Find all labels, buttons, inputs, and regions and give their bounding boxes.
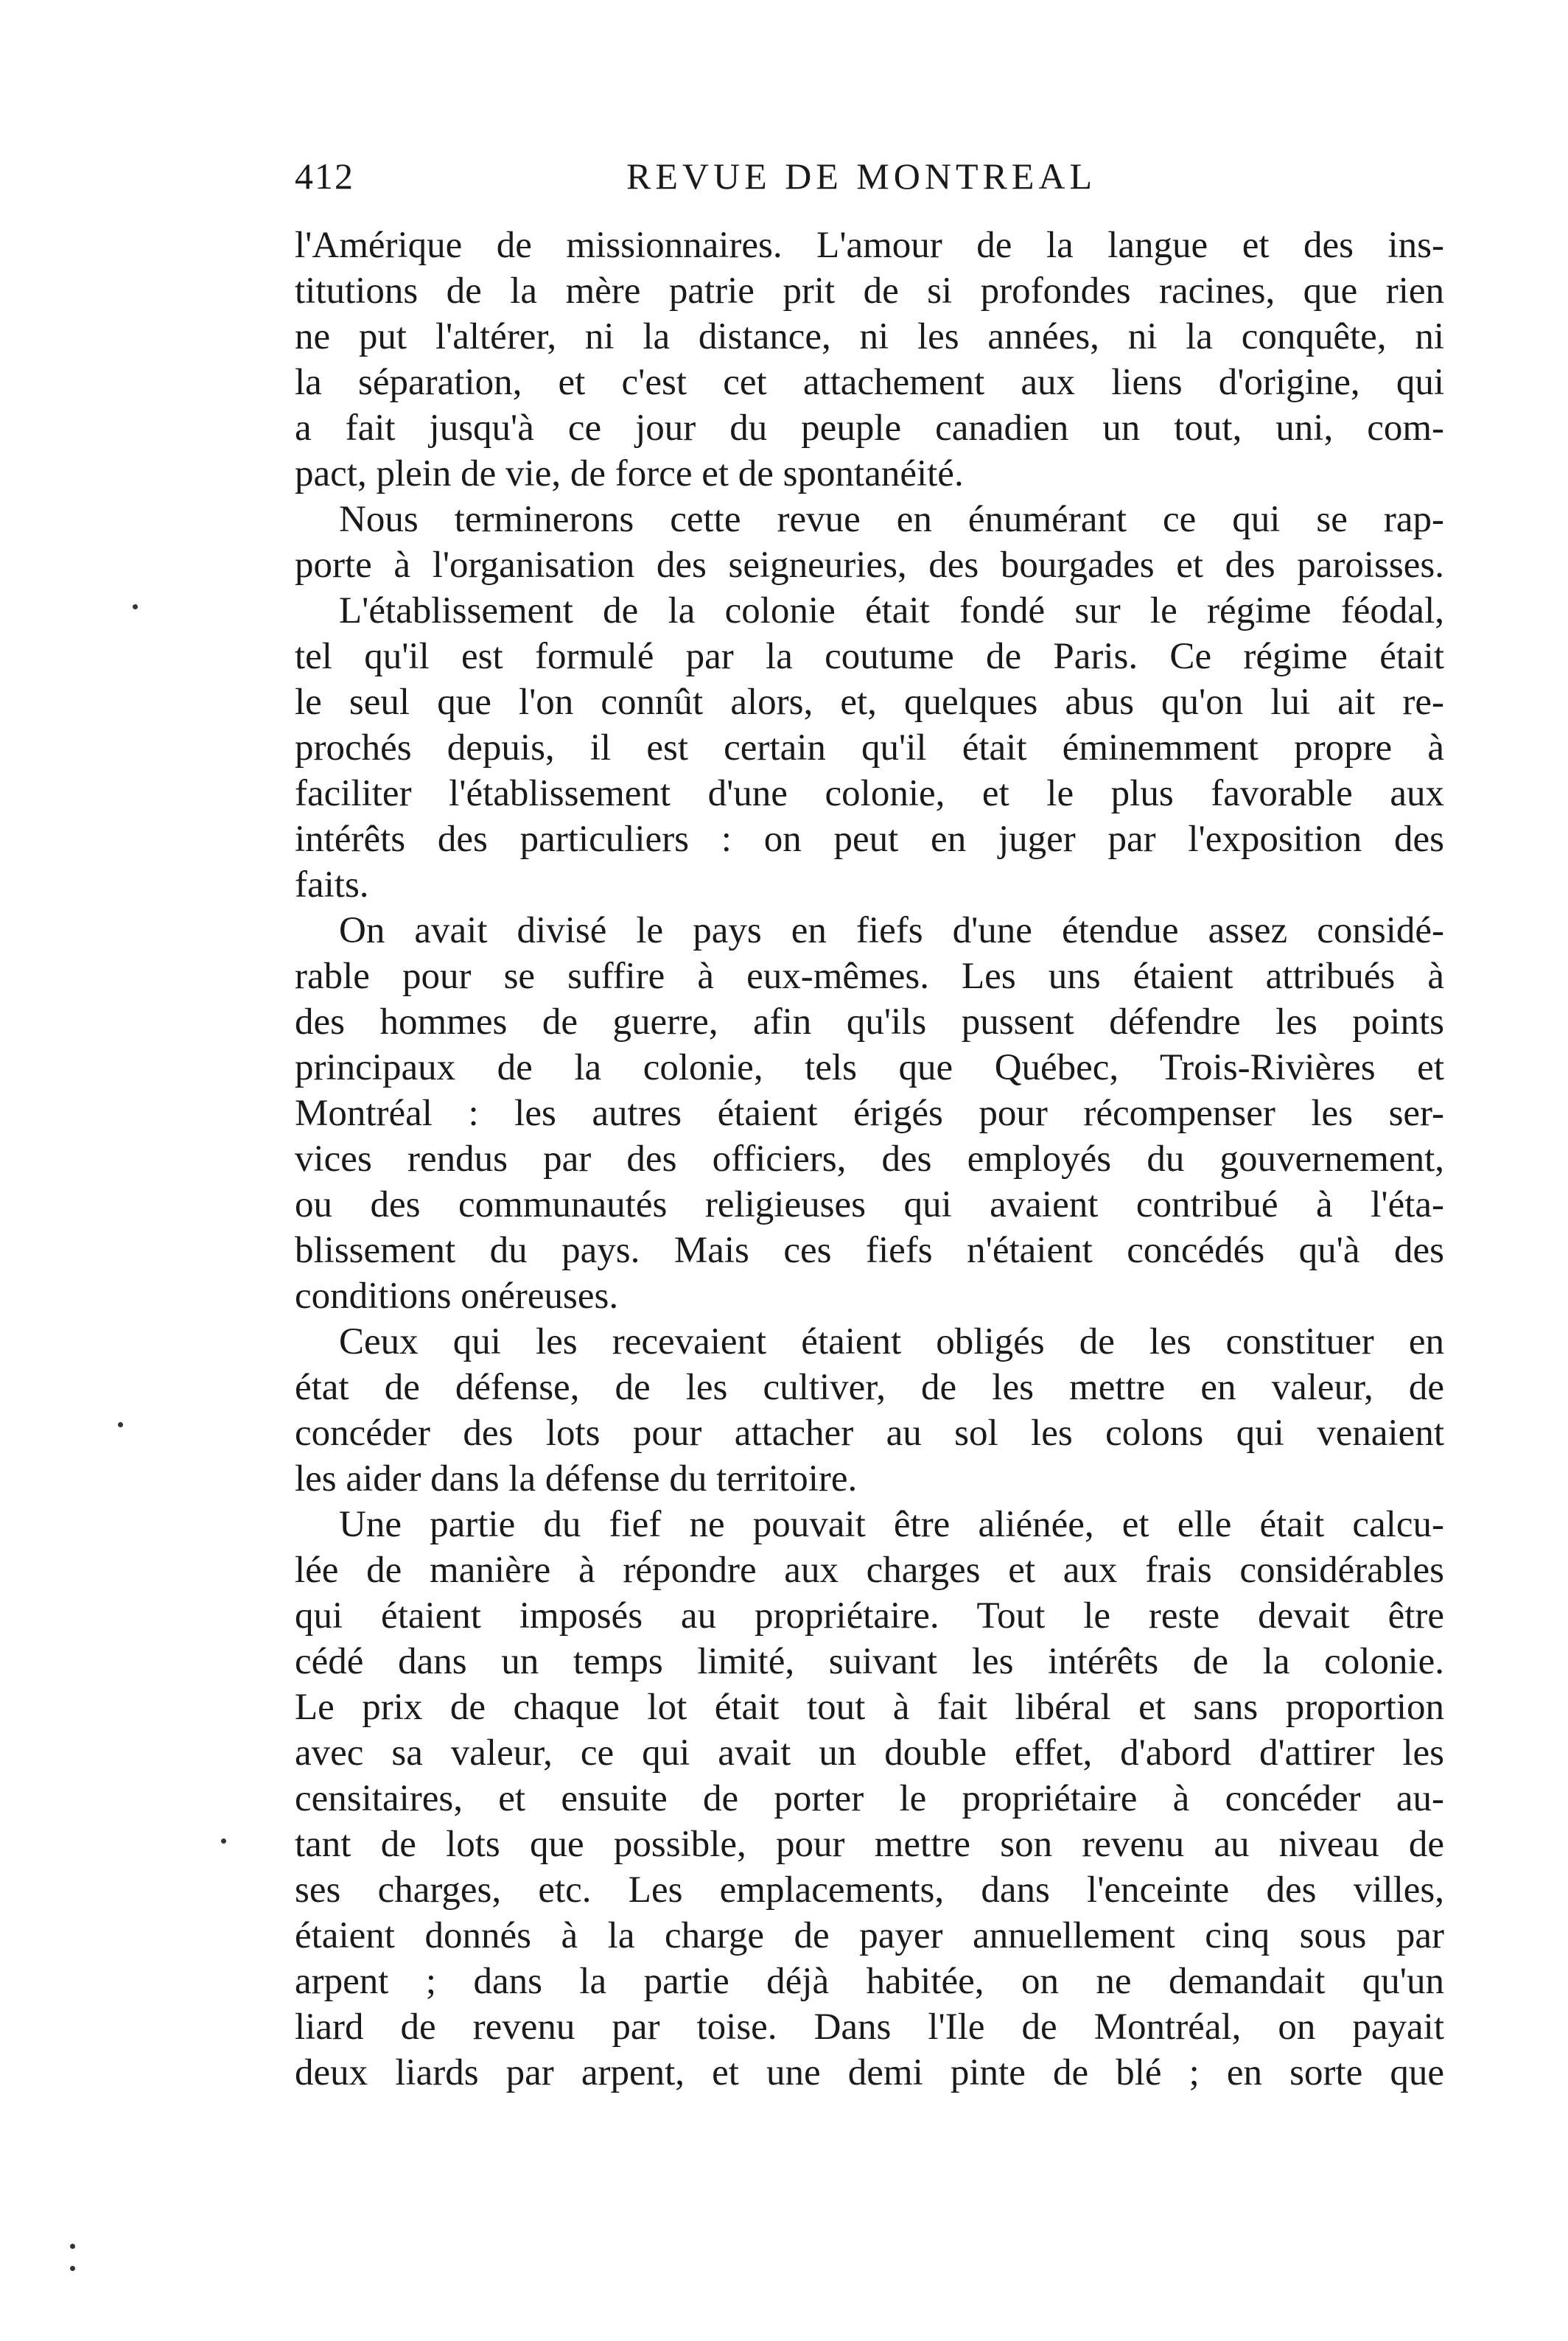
- text-line: ne put l'altérer, ni la distance, ni les années, ni la conquête, ni: [295, 316, 1444, 357]
- text-line: liard de revenu par toise. Dans l'Ile de Montréal, on payait: [295, 2006, 1444, 2048]
- scan-speck: [70, 2266, 75, 2271]
- scan-speck: [118, 1422, 123, 1427]
- text-line: deux liards par arpent, et une demi pinte de blé ; en sorte que: [295, 2052, 1444, 2093]
- text-line: intérêts des particuliers : on peut en juger par l'exposition des: [295, 819, 1444, 860]
- text-line: Ceux qui les recevaient étaient obligés de les constituer en: [339, 1321, 1444, 1362]
- paragraph: [295, 497, 1444, 588]
- text-line: blissement du pays. Mais ces fiefs n'étaient concédés qu'à des: [295, 1230, 1444, 1271]
- text-line: vices rendus par des officiers, des employés du gouvernement,: [295, 1138, 1444, 1180]
- paragraph: [295, 908, 1444, 1319]
- text-line: titutions de la mère patrie prit de si profondes racines, que rien: [295, 270, 1444, 312]
- text-line: L'établissement de la colonie était fondé sur le régime féodal,: [339, 590, 1444, 631]
- paragraph: [295, 223, 1444, 497]
- scan-speck: [221, 1838, 226, 1844]
- text-line: a fait jusqu'à ce jour du peuple canadien un tout, uni, com-: [295, 407, 1444, 449]
- text-line: concéder des lots pour attacher au sol les colons qui venaient: [295, 1413, 1444, 1454]
- text-line: tant de lots que possible, pour mettre son revenu au niveau de: [295, 1824, 1444, 1865]
- text-line: Le prix de chaque lot était tout à fait libéral et sans proportion: [295, 1687, 1444, 1728]
- text-line: qui étaient imposés au propriétaire. Tout le reste devait être: [295, 1595, 1444, 1637]
- text-line: ses charges, etc. Les emplacements, dans l'enceinte des villes,: [295, 1869, 1444, 1911]
- text-line: faciliter l'établissement d'une colonie, et le plus favorable aux: [295, 773, 1444, 814]
- page-header: [295, 155, 1444, 206]
- text-line: Nous terminerons cette revue en énumérant ce qui se rap-: [339, 499, 1444, 540]
- body-text: [295, 223, 1444, 2096]
- text-line: les aider dans la défense du territoire.: [295, 1458, 858, 1500]
- paragraph: [295, 1319, 1444, 1502]
- text-line: arpent ; dans la partie déjà habitée, on ne demandait qu'un: [295, 1961, 1444, 2002]
- text-line: avec sa valeur, ce qui avait un double effet, d'abord d'attirer les: [295, 1732, 1444, 1774]
- text-line: ou des communautés religieuses qui avaient contribué à l'éta-: [295, 1184, 1444, 1225]
- paragraph: [295, 588, 1444, 908]
- running-title: REVUE DE MONTREAL: [626, 155, 1097, 197]
- text-line: le seul que l'on connût alors, et, quelques abus qu'on lui ait re-: [295, 682, 1444, 723]
- text-line: faits.: [295, 864, 369, 906]
- page-number: 412: [295, 155, 354, 197]
- text-line: Une partie du fief ne pouvait être aliénée, et elle était calcu-: [339, 1504, 1444, 1545]
- text-line: tel qu'il est formulé par la coutume de Paris. Ce régime était: [295, 636, 1444, 677]
- text-line: lée de manière à répondre aux charges et aux frais considérables: [295, 1550, 1444, 1591]
- text-line: Montréal : les autres étaient érigés pour récompenser les ser-: [295, 1093, 1444, 1134]
- text-line: l'Amérique de missionnaires. L'amour de la langue et des ins-: [295, 225, 1444, 266]
- text-line: conditions onéreuses.: [295, 1276, 619, 1317]
- scan-speck: [70, 2244, 75, 2249]
- text-line: On avait divisé le pays en fiefs d'une étendue assez considé-: [339, 910, 1444, 951]
- text-line: pact, plein de vie, de force et de spontanéité.: [295, 453, 964, 494]
- text-line: la séparation, et c'est cet attachement aux liens d'origine, qui: [295, 362, 1444, 403]
- text-line: censitaires, et ensuite de porter le propriétaire à concéder au-: [295, 1778, 1444, 1819]
- scan-speck: [133, 604, 138, 609]
- text-line: principaux de la colonie, tels que Québec, Trois-Rivières et: [295, 1047, 1444, 1088]
- text-line: état de défense, de les cultiver, de les mettre en valeur, de: [295, 1367, 1444, 1408]
- paragraph: [295, 1502, 1444, 2096]
- text-line: rable pour se suffire à eux-mêmes. Les uns étaient attribués à: [295, 956, 1444, 997]
- text-line: des hommes de guerre, afin qu'ils pussent défendre les points: [295, 1001, 1444, 1043]
- text-line: porte à l'organisation des seigneuries, des bourgades et des paroisses.: [295, 545, 1444, 586]
- text-line: cédé dans un temps limité, suivant les intérêts de la colonie.: [295, 1641, 1444, 1682]
- text-line: prochés depuis, il est certain qu'il était éminemment propre à: [295, 727, 1444, 769]
- text-line: étaient donnés à la charge de payer annuellement cinq sous par: [295, 1915, 1444, 1956]
